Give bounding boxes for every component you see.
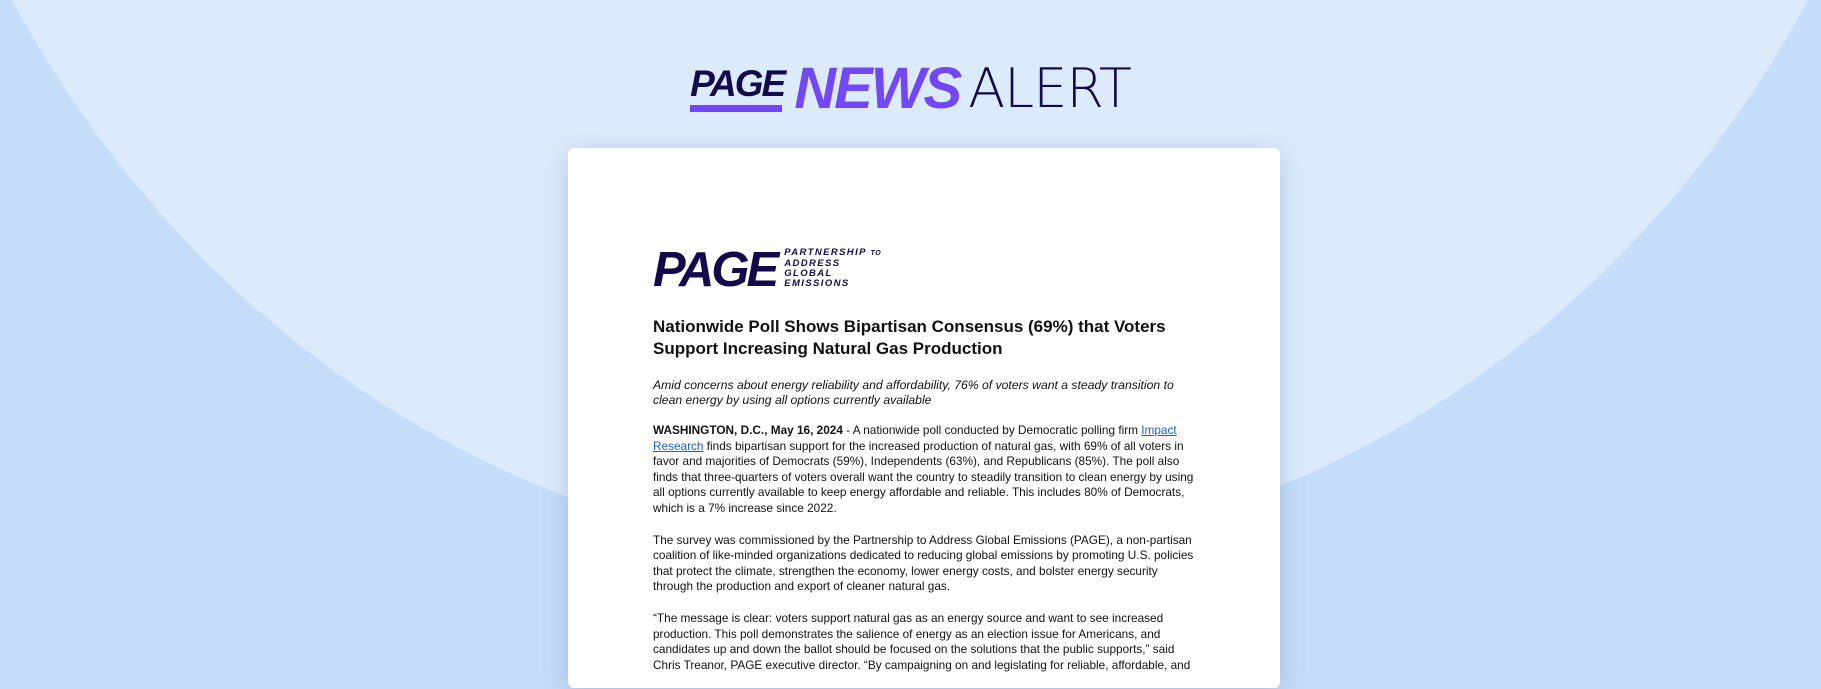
banner-page-wordmark — [690, 63, 784, 113]
logo-line-1-text: PARTNERSHIP — [784, 247, 867, 258]
banner-page-underline — [690, 105, 782, 112]
news-alert-banner — [0, 55, 1821, 121]
release-paragraph-2: The survey was commissioned by the Partnership to Address Global Emissions (PAGE), a non-partisan coalition of like-minded organizations dedicated to reducing global emissions by promoting U.S. policies that protect the climate, strengthen the economy, lower energy costs, and bolster energy security through the production and export of cleaner natural gas. — [653, 532, 1194, 594]
paragraph-1-rest: finds bipartisan support for the increased production of natural gas, with 69% of all voters in favor and majorities of Democrats (59%), Independents (63%), and Republicans (85%). The poll also finds that three-quarters of voters overall want the country to steadily transition to clean energy by using all options currently available to keep energy affordable and reliable. This includes 80% of Democrats, which is a 7% increase since 2022. — [653, 438, 1194, 515]
release-paragraph-1 — [653, 423, 1198, 517]
release-paragraph-3: “The message is clear: voters support natural gas as an energy source and want to see increased production. This poll demonstrates the salience of energy as an election issue for Americans, and candidates up and down the ballot should be focused on the solutions that the public supports,” said Chris Treanor, PAGE executive director. “By campaigning on and legislating for reliable, affordable, and — [653, 610, 1191, 672]
banner-alert-text: ALERT — [968, 56, 1131, 120]
banner-page-text: PAGE — [690, 63, 785, 104]
release-subtitle: Amid concerns about energy reliability and affordability, 76% of voters want a steady transition to clean energy by using all options currently available — [653, 378, 1174, 407]
logo-line-4: EMISSIONS — [784, 278, 850, 289]
logo-line-3: GLOBAL — [784, 268, 833, 279]
paragraph-1-lead: - A nationwide poll conducted by Democratic polling firm — [842, 423, 1142, 437]
impact-research-link[interactable]: Impact Research — [653, 423, 1177, 453]
dateline: WASHINGTON, D.C., May 16, 2024 — [653, 423, 843, 437]
logo-tagline — [784, 248, 881, 289]
page-logo — [653, 243, 882, 297]
release-content — [653, 316, 1198, 689]
logo-line-2: ADDRESS — [784, 258, 841, 269]
press-release-document — [568, 148, 1280, 688]
banner-news-text: NEWS — [794, 55, 961, 121]
logo-wordmark: PAGE — [653, 243, 777, 297]
logo-line-1-to: TO — [870, 250, 882, 257]
release-title: Nationwide Poll Shows Bipartisan Consensus (69%) that Voters Support Increasing Natural Gas Production — [653, 317, 1166, 358]
